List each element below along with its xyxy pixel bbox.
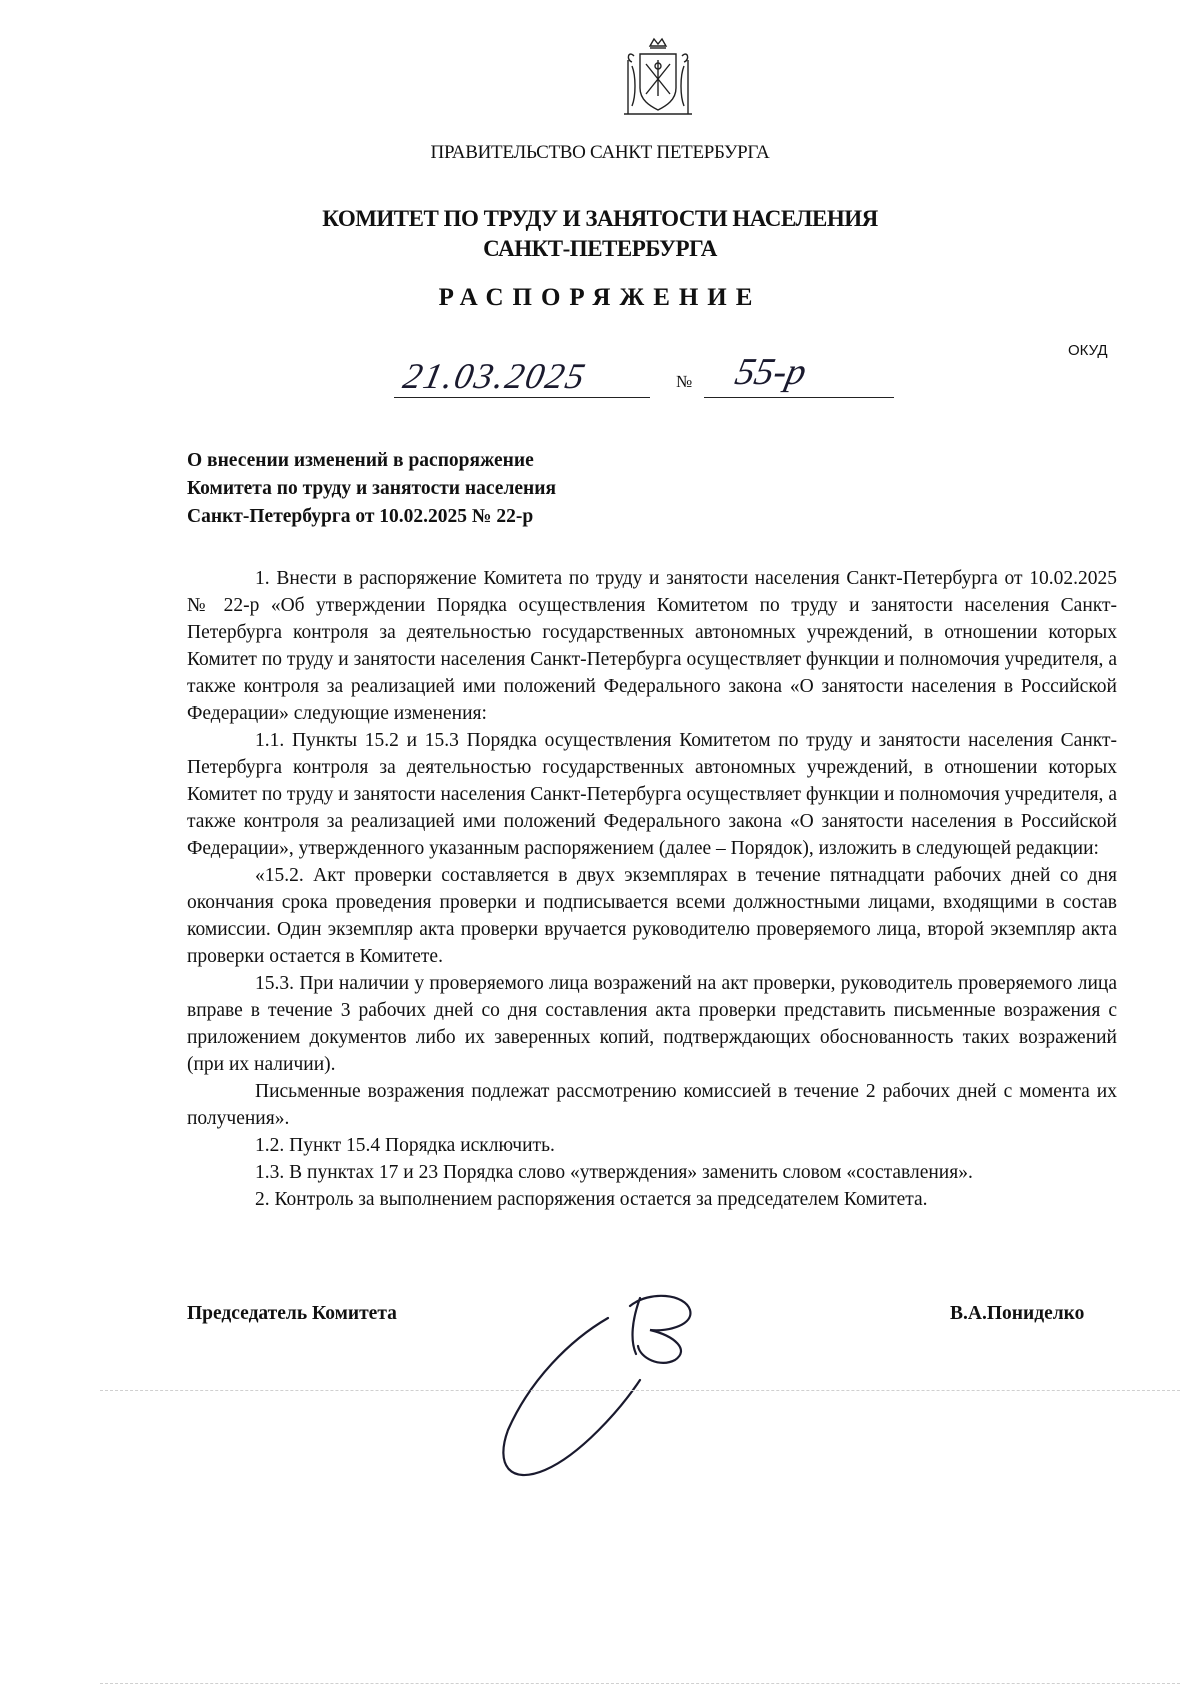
committee-name-line-1: КОМИТЕТ ПО ТРУДУ И ЗАНЯТОСТИ НАСЕЛЕНИЯ: [322, 206, 878, 231]
okud-label: ОКУД: [1068, 342, 1108, 359]
paragraph-1-3: 1.3. В пунктах 17 и 23 Порядка слово «утверждения» заменить словом «составления».: [255, 1162, 973, 1183]
scan-artifact-line: [100, 1390, 1180, 1391]
subject-line-3: Санкт-Петербурга от 10.02.2025 № 22-р: [187, 506, 534, 527]
coat-of-arms-emblem: [620, 36, 696, 122]
document-type: РАСПОРЯЖЕНИЕ: [438, 284, 762, 311]
committee-name: [0, 204, 1200, 264]
number-underline: [704, 397, 894, 398]
number-sign: №: [676, 372, 693, 391]
paragraph-1-1: 1.1. Пункты 15.2 и 15.3 Порядка осуществления Комитетом по труду и занятости населения Санкт-Петербурга контроля за деятельностью государственных автономных учреждений, в отношении которых Комитет по труду и занятости населения Санкт-Петербурга осуществляет функции и полномочия учредителя, а также контроля за реализацией ими положений Федерального закона «О занятости населения в Российской Федерации», утвержденного указанным распоряжением (далее – Порядок), изложить в следующей редакции:: [187, 730, 1117, 859]
handwritten-number: 55-р: [731, 351, 811, 393]
subject-line-1: О внесении изменений в распоряжение: [187, 450, 534, 471]
document-body: [187, 565, 1117, 1213]
paragraph-2: 2. Контроль за выполнением распоряжения остается за председателем Комитета.: [255, 1189, 928, 1210]
subject-line-2: Комитета по труду и занятости населения: [187, 478, 557, 499]
paragraph-15-2: «15.2. Акт проверки составляется в двух экземплярах в течение пятнадцати рабочих дней со дня окончания срока проведения проверки и подписывается всеми должностными лицами, входящими в состав комиссии. Один экземпляр акта проверки вручается руководителю проверяемого лица, второй экземпляр акта проверки остается в Комитете.: [187, 865, 1117, 967]
committee-name-line-2: САНКТ-ПЕТЕРБУРГА: [483, 236, 717, 261]
document-subject: [187, 447, 556, 531]
paragraph-objections: Письменные возражения подлежат рассмотрению комиссией в течение 2 рабочих дней с момента их получения».: [187, 1081, 1117, 1129]
government-name: ПРАВИТЕЛЬСТВО САНКТ ПЕТЕРБУРГА: [430, 142, 770, 163]
signatory-name: В.А.Пониделко: [950, 1303, 1085, 1324]
date-underline: [394, 397, 650, 398]
paragraph-1-2: 1.2. Пункт 15.4 Порядка исключить.: [255, 1135, 555, 1156]
scan-artifact-line: [100, 1683, 1180, 1684]
handwritten-date: 21.03.2025: [399, 356, 591, 396]
paragraph-1: 1. Внести в распоряжение Комитета по труду и занятости населения Санкт-Петербурга от 10.02.2025 № 22-р «Об утверждении Порядка осуществления Комитетом по труду и занятости населения Санкт-Петербурга контроля за деятельностью государственных автономных учреждений, в отношении которых Комитет по труду и занятости населения Санкт-Петербурга осуществляет функции и полномочия учредителя, а также контроля за реализацией ими положений Федерального закона «О занятости населения в Российской Федерации» следующие изменения:: [187, 568, 1117, 724]
signatory-title: Председатель Комитета: [187, 1303, 397, 1324]
paragraph-15-3: 15.3. При наличии у проверяемого лица возражений на акт проверки, руководитель проверяемого лица вправе в течение 3 рабочих дней со дня составления акта проверки представить письменные возражения с приложением документов либо их заверенных копий, подтверждающих обоснованность таких возражений (при их наличии).: [187, 973, 1117, 1075]
